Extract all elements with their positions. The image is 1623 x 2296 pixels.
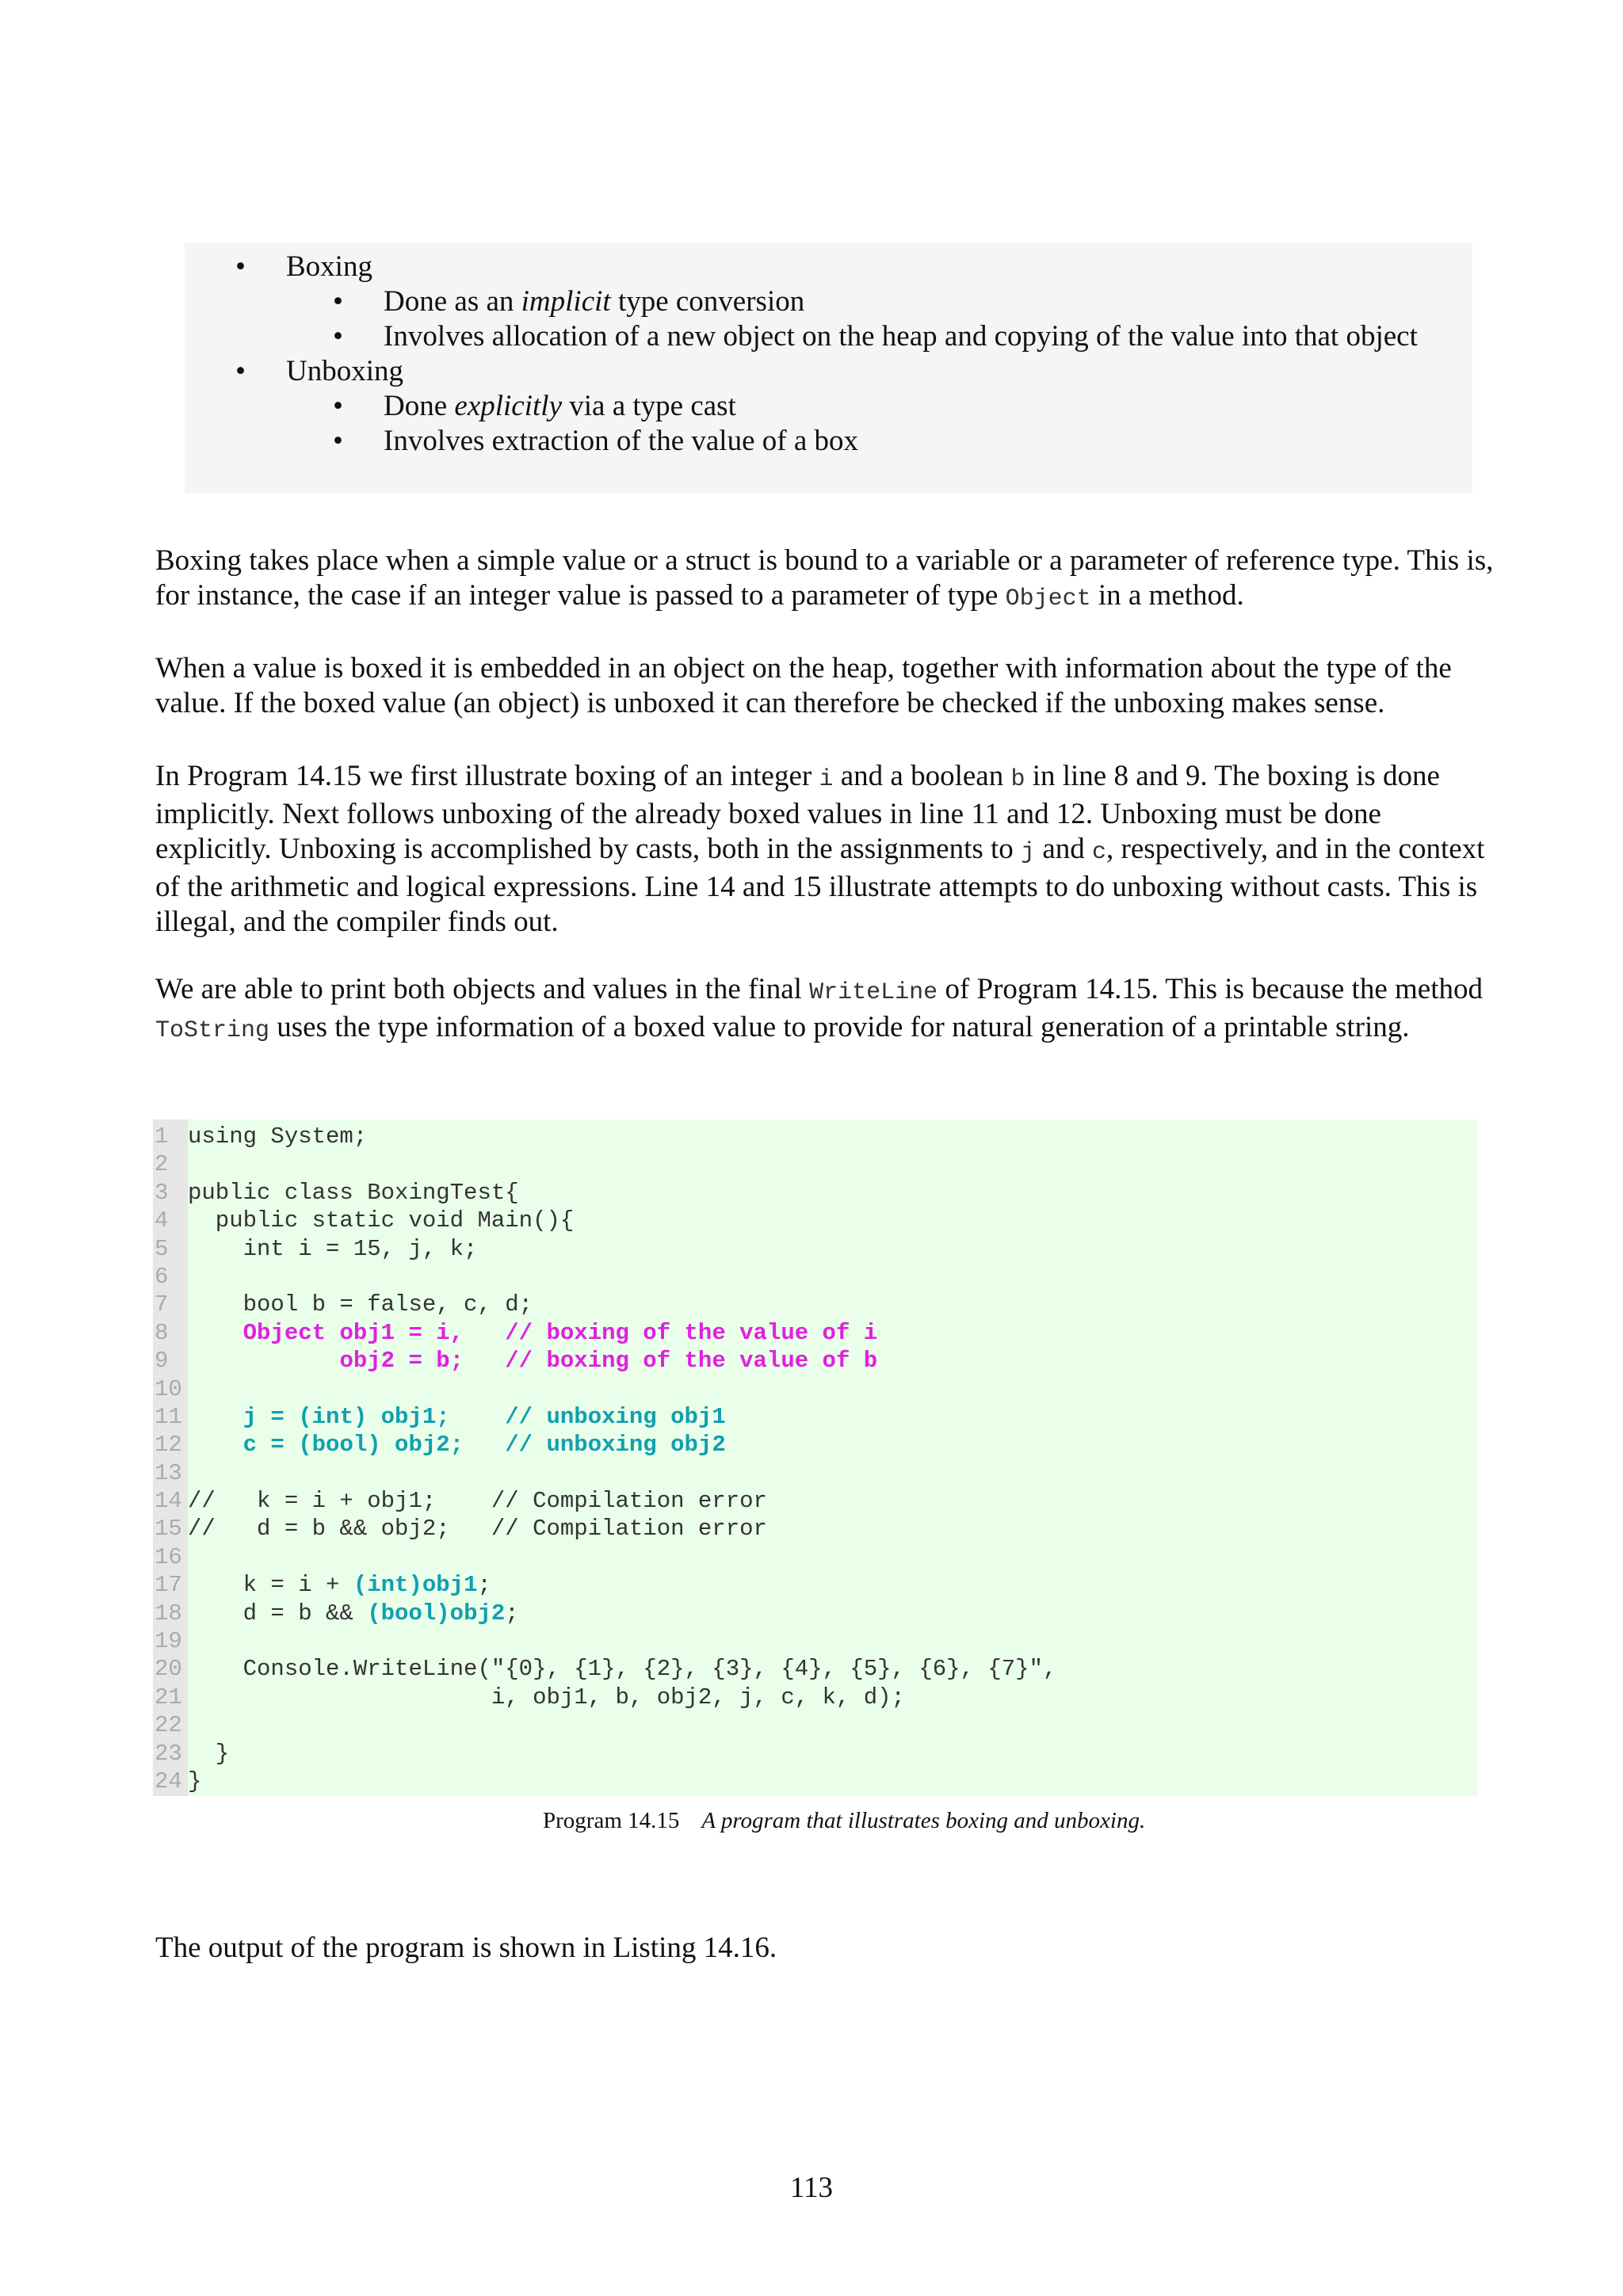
inline-code: c bbox=[1092, 839, 1107, 866]
line-number: 6 bbox=[155, 1263, 169, 1290]
line-number: 14 bbox=[155, 1488, 182, 1515]
code-segment bbox=[188, 1348, 339, 1374]
code-line bbox=[153, 1627, 1056, 1655]
line-number: 4 bbox=[155, 1207, 169, 1234]
code-line bbox=[153, 1600, 1056, 1627]
code-line bbox=[153, 1123, 1056, 1150]
paragraph-output-ref: The output of the program is shown in Listing 14.16. bbox=[155, 1932, 777, 1964]
code-segment: k = i + bbox=[188, 1572, 353, 1599]
code-segment bbox=[188, 1432, 243, 1458]
summary-subitem: • Involves extraction of the value of a box bbox=[185, 424, 1418, 459]
code-text bbox=[188, 1655, 1056, 1683]
boxing-highlight: obj2 = b; // boxing of the value of b bbox=[339, 1348, 878, 1375]
line-number: 3 bbox=[155, 1179, 169, 1206]
page-number: 113 bbox=[789, 2172, 834, 2204]
code-text bbox=[188, 1768, 201, 1795]
line-number: 1 bbox=[155, 1123, 169, 1150]
line-number: 10 bbox=[155, 1375, 182, 1402]
summary-subitem: • Involves allocation of a new object on the heap and copying of the value into that object bbox=[185, 319, 1418, 354]
caption-label: Program 14.15 bbox=[543, 1808, 680, 1833]
inline-code: ToString bbox=[155, 1017, 270, 1044]
line-number: 13 bbox=[155, 1459, 182, 1486]
summary-box bbox=[185, 243, 1472, 494]
code-text bbox=[188, 1431, 726, 1459]
boxing-highlight: Object obj1 = i, // boxing of the value of i bbox=[242, 1319, 878, 1346]
code-lines bbox=[153, 1123, 1056, 1795]
code-segment: public class BoxingTest{ bbox=[188, 1179, 519, 1206]
code-line bbox=[153, 1655, 1056, 1683]
summary-subitem: • Done explicitly via a type cast bbox=[185, 389, 1418, 424]
code-text bbox=[188, 1571, 491, 1599]
line-number: 7 bbox=[155, 1291, 169, 1318]
unboxing-highlight: (bool)obj2 bbox=[367, 1600, 506, 1627]
code-line bbox=[153, 1543, 1056, 1571]
line-number: 18 bbox=[155, 1600, 182, 1627]
code-segment: bool b = false, c, d; bbox=[188, 1291, 533, 1318]
paragraph-boxed-value: When a value is boxed it is embedded in an object on the heap, together with information about the type of the value. If the boxed value (an object) is unboxed it can therefore be checked if the unboxing makes sense. bbox=[155, 652, 1452, 719]
line-number: 9 bbox=[155, 1348, 169, 1375]
line-number: 2 bbox=[155, 1151, 169, 1178]
summary-subitem: • Done as an implicit type conversion bbox=[185, 284, 1418, 319]
code-text bbox=[188, 1207, 574, 1234]
code-line bbox=[153, 1150, 1056, 1178]
unboxing-highlight: (int)obj1 bbox=[353, 1572, 478, 1599]
paragraph-boxing-intro: Boxing takes place when a simple value or a struct is bound to a variable or a parameter of reference type. This is, for instance, the case if an integer value is passed to a parameter of type Object in a method. bbox=[155, 544, 1494, 612]
code-line bbox=[153, 1459, 1056, 1487]
caption-text: A program that illustrates boxing and unboxing. bbox=[701, 1808, 1146, 1833]
code-text bbox=[188, 1740, 229, 1768]
summary-item-unboxing: • Unboxing bbox=[185, 354, 1418, 389]
inline-code: Object bbox=[1005, 585, 1091, 612]
code-text bbox=[188, 1487, 767, 1515]
code-segment: i, obj1, b, obj2, j, c, k, d); bbox=[188, 1684, 905, 1711]
inline-code: j bbox=[1021, 839, 1036, 866]
code-text bbox=[188, 1684, 905, 1711]
line-number: 24 bbox=[155, 1768, 182, 1794]
code-segment: // k = i + obj1; // Compilation error bbox=[188, 1488, 767, 1515]
line-number: 19 bbox=[155, 1628, 182, 1655]
line-number: 16 bbox=[155, 1543, 182, 1570]
code-text bbox=[188, 1347, 877, 1375]
code-segment: d = b && bbox=[188, 1600, 368, 1627]
code-line bbox=[153, 1711, 1056, 1739]
code-line bbox=[153, 1571, 1056, 1599]
code-text bbox=[188, 1403, 726, 1431]
code-line bbox=[153, 1207, 1056, 1234]
code-line bbox=[153, 1487, 1056, 1515]
code-segment: using System; bbox=[188, 1123, 368, 1150]
unboxing-highlight: j = (int) obj1; // unboxing obj1 bbox=[242, 1403, 726, 1430]
code-line bbox=[153, 1768, 1056, 1795]
code-listing bbox=[153, 1119, 1478, 1796]
inline-code: WriteLine bbox=[809, 979, 938, 1006]
code-text bbox=[188, 1319, 877, 1347]
line-number: 22 bbox=[155, 1712, 182, 1739]
summary-list bbox=[185, 250, 1418, 459]
code-line bbox=[153, 1375, 1056, 1403]
code-text bbox=[188, 1235, 477, 1263]
unboxing-highlight: c = (bool) obj2; // unboxing obj2 bbox=[242, 1432, 726, 1459]
code-line bbox=[153, 1684, 1056, 1711]
code-segment: ; bbox=[505, 1600, 519, 1627]
code-line bbox=[153, 1740, 1056, 1768]
code-line bbox=[153, 1515, 1056, 1543]
paragraph-writeline: We are able to print both objects and values in the final WriteLine of Program 14.15. This is because the method ToString uses the type information of a boxed value to provide for natural generation of a printable string. bbox=[155, 973, 1483, 1044]
code-text bbox=[188, 1291, 533, 1318]
code-segment: public static void Main(){ bbox=[188, 1207, 575, 1234]
code-segment: } bbox=[188, 1768, 202, 1794]
line-number: 12 bbox=[155, 1432, 182, 1459]
inline-code: b bbox=[1010, 766, 1025, 793]
code-line bbox=[153, 1319, 1056, 1347]
code-line bbox=[153, 1347, 1056, 1375]
code-segment: ; bbox=[477, 1572, 491, 1599]
code-text bbox=[188, 1179, 519, 1207]
line-number: 8 bbox=[155, 1319, 169, 1346]
program-caption bbox=[543, 1806, 1177, 1836]
line-number: 11 bbox=[155, 1403, 182, 1430]
summary-item-boxing: • Boxing bbox=[185, 250, 1418, 284]
code-line bbox=[153, 1235, 1056, 1263]
code-segment bbox=[188, 1404, 243, 1430]
inline-code: i bbox=[819, 766, 834, 793]
line-number: 23 bbox=[155, 1740, 182, 1767]
code-text bbox=[188, 1600, 519, 1627]
line-number: 21 bbox=[155, 1684, 182, 1711]
line-number: 20 bbox=[155, 1656, 182, 1683]
code-line bbox=[153, 1431, 1056, 1459]
code-line bbox=[153, 1403, 1056, 1431]
code-line bbox=[153, 1179, 1056, 1207]
code-text bbox=[188, 1515, 767, 1543]
code-line bbox=[153, 1263, 1056, 1291]
code-segment: int i = 15, j, k; bbox=[188, 1235, 478, 1262]
code-segment: // d = b && obj2; // Compilation error bbox=[188, 1516, 767, 1543]
line-number: 17 bbox=[155, 1572, 182, 1599]
line-number: 5 bbox=[155, 1235, 169, 1262]
code-text bbox=[188, 1123, 367, 1150]
code-segment bbox=[188, 1320, 243, 1346]
code-line bbox=[153, 1291, 1056, 1318]
code-segment: Console.WriteLine("{0}, {1}, {2}, {3}, {4}, {5}, {6}, {7}", bbox=[188, 1656, 1057, 1683]
line-number: 15 bbox=[155, 1516, 182, 1543]
paragraph-program-explanation: In Program 14.15 we first illustrate boxing of an integer i and a boolean b in line 8 and 9. The boxing is done implicitly. Next follows unboxing of the already boxed values in line 11 and 12. Unboxing must be done explicitly. Unboxing is accomplished by casts, both in the assignments to j and c, respectively, and in the context of the arithmetic and logical expressions. Line 14 and 15 illustrate attempts to do unboxing without casts. This is illegal, and the compiler finds out. bbox=[155, 760, 1485, 938]
code-segment: } bbox=[188, 1740, 230, 1767]
